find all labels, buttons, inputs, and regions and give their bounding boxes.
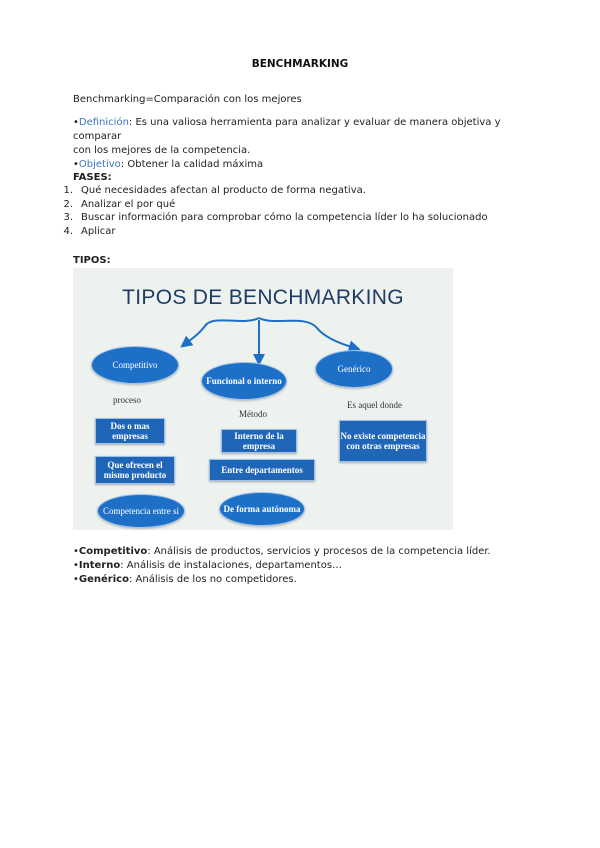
competitivo-ellipse: Competitivo <box>91 346 179 384</box>
caption-metodo: Método <box>239 409 267 419</box>
objetivo-text: : Obtener la calidad máxima <box>120 159 264 170</box>
objetivo-label: Objetivo <box>78 159 121 170</box>
box-interno-empresa: Interno de la empresa <box>221 429 297 453</box>
list-item: 2. Analizar el por qué <box>63 198 176 210</box>
list-item: •Competitivo: Análisis de productos, servicios y procesos de la competencia líder. <box>73 546 491 557</box>
bullet: • <box>73 159 79 170</box>
fases-heading: FASES: <box>73 172 112 183</box>
caption-aquel: Es aquel donde <box>347 400 402 410</box>
tipos-heading: TIPOS: <box>73 255 111 266</box>
list-item: •Interno: Análisis de instalaciones, departamentos… <box>73 560 343 571</box>
intro-line: Benchmarking=Comparación con los mejores <box>73 94 302 105</box>
diagram-title: TIPOS DE BENCHMARKING <box>122 286 404 309</box>
list-item: •Genérico: Análisis de los no competidores. <box>73 574 297 585</box>
list-item: 4. Aplicar <box>63 225 116 237</box>
bullet: • <box>73 117 79 128</box>
funcional-ellipse: Funcional o interno <box>201 362 287 400</box>
box-no-existe-competencia: No existe competencia con otras empresas <box>339 420 427 462</box>
competencia-entre-si-ellipse: Competencia entre si <box>97 494 185 528</box>
generico-ellipse: Genérico <box>315 350 393 388</box>
definicion-text-cont: con los mejores de la competencia. <box>73 145 251 156</box>
list-item: 3. Buscar información para comprobar cómo la competencia líder lo ha solucionado <box>63 212 488 224</box>
arrow-left <box>185 318 259 344</box>
fases-list <box>53 184 488 238</box>
page-title: BENCHMARKING <box>251 58 349 70</box>
arrow-right <box>259 318 355 348</box>
box-entre-departamentos: Entre departamentos <box>209 459 315 481</box>
tipos-description <box>73 545 543 587</box>
list-item: 1. Qué necesidades afectan al producto de forma negativa. <box>63 185 366 196</box>
tipos-diagram <box>73 268 453 530</box>
definicion-text: : Es una valiosa herramienta para analizar y evaluar de manera objetiva y comparar <box>73 117 501 142</box>
box-dos-mas-empresas: Dos o mas empresas <box>95 418 165 444</box>
caption-proceso: proceso <box>113 395 141 405</box>
box-mismo-producto: Que ofrecen el mismo producto <box>95 456 175 484</box>
autonoma-ellipse: De forma autónoma <box>219 492 305 526</box>
definicion-label: Definición <box>78 117 129 128</box>
definicion-paragraph <box>73 116 533 172</box>
